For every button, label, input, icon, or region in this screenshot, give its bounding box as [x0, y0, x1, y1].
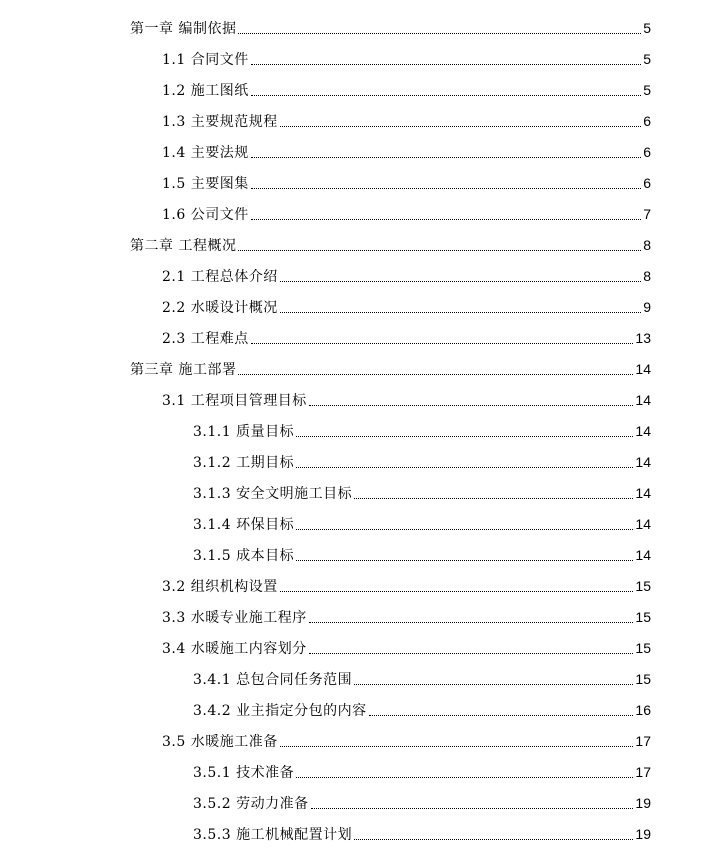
dot-leader: [238, 249, 641, 251]
toc-entry-title: 3.4.2 业主指定分包的内容: [193, 702, 367, 719]
toc-entry-title: 3.5.2 劳动力准备: [193, 795, 309, 812]
toc-entry-title: 3.2 组织机构设置: [162, 578, 278, 595]
toc-entry-title: 1.4 主要法规: [162, 144, 249, 161]
dot-leader: [354, 683, 633, 685]
toc-entry[interactable]: [0, 539, 723, 570]
dot-leader: [354, 838, 633, 840]
toc-entry-title: 3.5.3 施工机械配置计划: [193, 826, 353, 843]
toc-entry[interactable]: [0, 229, 723, 260]
toc-entry-title: 3.1.4 环保目标: [193, 516, 295, 533]
toc-entry-title: 1.5 主要图集: [162, 175, 249, 192]
toc-entry-page-number: 14: [635, 453, 651, 470]
dot-leader: [369, 714, 634, 716]
toc-entry[interactable]: [0, 12, 723, 43]
toc-entry-page-number: 19: [635, 825, 651, 842]
dot-leader: [311, 807, 634, 809]
toc-entry-page-number: 14: [635, 422, 651, 439]
toc-entry-page-number: 15: [635, 670, 651, 687]
toc-entry[interactable]: [0, 725, 723, 756]
dot-leader: [251, 187, 641, 189]
toc-entry-page-number: 6: [643, 112, 651, 129]
toc-entry[interactable]: [0, 384, 723, 415]
toc-entry-page-number: 5: [643, 81, 651, 98]
toc-entry-title: 2.1 工程总体介绍: [162, 268, 278, 285]
dot-leader: [309, 652, 634, 654]
toc-entry-page-number: 7: [643, 205, 651, 222]
toc-entry[interactable]: [0, 198, 723, 229]
toc-entry[interactable]: [0, 632, 723, 663]
toc-entry-title: 第二章 工程概况: [130, 237, 237, 254]
toc-entry[interactable]: [0, 322, 723, 353]
toc-entry[interactable]: [0, 260, 723, 291]
toc-entry-title: 3.1.2 工期目标: [193, 454, 295, 471]
toc-entry-page-number: 8: [643, 267, 651, 284]
toc-entry-page-number: 15: [635, 639, 651, 656]
toc-entry[interactable]: [0, 446, 723, 477]
toc-entry[interactable]: [0, 663, 723, 694]
dot-leader: [251, 218, 641, 220]
dot-leader: [238, 32, 641, 34]
toc-entry-page-number: 13: [635, 329, 651, 346]
toc-entry[interactable]: [0, 74, 723, 105]
toc-entry-page-number: 8: [643, 236, 651, 253]
toc-entry-page-number: 17: [635, 763, 651, 780]
toc-entry-page-number: 14: [635, 484, 651, 501]
toc-entry[interactable]: [0, 694, 723, 725]
toc-entry-title: 1.2 施工图纸: [162, 82, 249, 99]
dot-leader: [296, 528, 633, 530]
toc-entry-title: 3.4 水暖施工内容划分: [162, 640, 307, 657]
toc-entry[interactable]: [0, 167, 723, 198]
toc-entry-page-number: 14: [635, 546, 651, 563]
dot-leader: [309, 404, 634, 406]
toc-entry[interactable]: [0, 818, 723, 849]
toc-entry-page-number: 15: [635, 577, 651, 594]
toc-entry[interactable]: [0, 756, 723, 787]
toc-entry-page-number: 5: [643, 19, 651, 36]
toc-entry[interactable]: [0, 508, 723, 539]
dot-leader: [238, 373, 633, 375]
dot-leader: [296, 435, 633, 437]
toc-entry-page-number: 14: [635, 391, 651, 408]
dot-leader: [280, 280, 641, 282]
toc-entry-title: 第一章 编制依据: [130, 20, 237, 37]
toc-entry-title: 第三章 施工部署: [130, 361, 237, 378]
toc-entry-title: 3.1.3 安全文明施工目标: [193, 485, 353, 502]
toc-entry[interactable]: [0, 353, 723, 384]
toc-entry-title: 3.4.1 总包合同任务范围: [193, 671, 353, 688]
table-of-contents: [0, 12, 723, 849]
toc-entry-title: 1.1 合同文件: [162, 51, 249, 68]
dot-leader: [280, 311, 641, 313]
toc-entry-title: 1.6 公司文件: [162, 206, 249, 223]
toc-entry-page-number: 15: [635, 608, 651, 625]
dot-leader: [280, 745, 634, 747]
toc-entry-page-number: 14: [635, 360, 651, 377]
toc-entry-title: 3.3 水暖专业施工程序: [162, 609, 307, 626]
toc-entry-page-number: 14: [635, 515, 651, 532]
toc-entry[interactable]: [0, 43, 723, 74]
toc-entry-page-number: 19: [635, 794, 651, 811]
dot-leader: [251, 342, 634, 344]
toc-entry-page-number: 17: [635, 732, 651, 749]
toc-entry-page-number: 6: [643, 143, 651, 160]
toc-entry-title: 3.1.1 质量目标: [193, 423, 295, 440]
toc-entry-page-number: 9: [643, 298, 651, 315]
dot-leader: [296, 776, 633, 778]
toc-entry-page-number: 6: [643, 174, 651, 191]
toc-entry[interactable]: [0, 291, 723, 322]
dot-leader: [309, 621, 634, 623]
toc-entry-title: 3.5 水暖施工准备: [162, 733, 278, 750]
toc-entry[interactable]: [0, 477, 723, 508]
toc-entry[interactable]: [0, 570, 723, 601]
toc-entry-page-number: 5: [643, 50, 651, 67]
toc-entry[interactable]: [0, 601, 723, 632]
toc-entry[interactable]: [0, 787, 723, 818]
toc-entry[interactable]: [0, 415, 723, 446]
dot-leader: [280, 125, 641, 127]
dot-leader: [280, 590, 634, 592]
dot-leader: [251, 156, 641, 158]
toc-entry-title: 3.5.1 技术准备: [193, 764, 295, 781]
dot-leader: [251, 63, 641, 65]
toc-entry-title: 3.1 工程项目管理目标: [162, 392, 307, 409]
toc-entry-title: 2.2 水暖设计概况: [162, 299, 278, 316]
dot-leader: [296, 559, 633, 561]
toc-entry[interactable]: [0, 136, 723, 167]
toc-entry-title: 2.3 工程难点: [162, 330, 249, 347]
toc-entry[interactable]: [0, 105, 723, 136]
dot-leader: [354, 497, 633, 499]
dot-leader: [296, 466, 633, 468]
toc-entry-title: 1.3 主要规范规程: [162, 113, 278, 130]
toc-entry-page-number: 16: [635, 701, 651, 718]
dot-leader: [251, 94, 641, 96]
toc-entry-title: 3.1.5 成本目标: [193, 547, 295, 564]
